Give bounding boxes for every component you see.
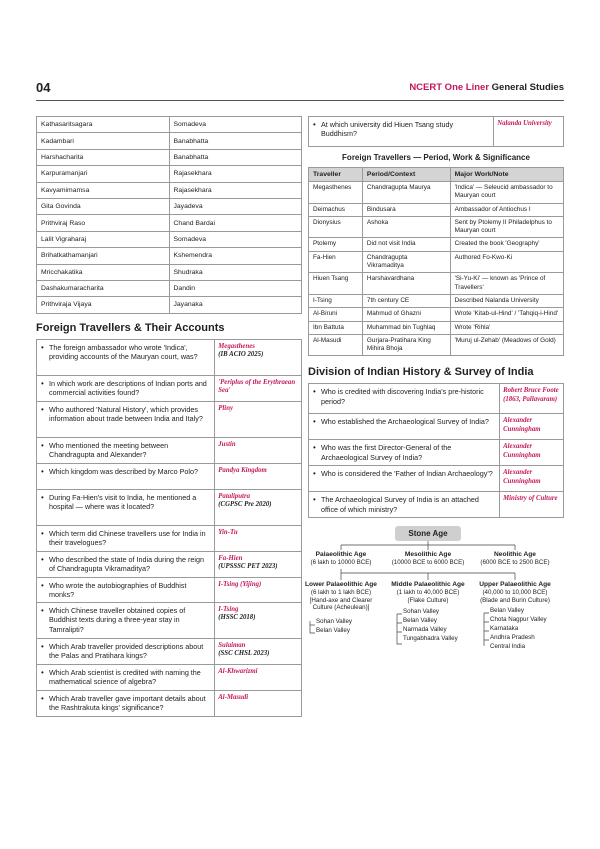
traveller-period: Bindusara [362, 203, 450, 216]
site-name: Belan Valley [403, 617, 437, 625]
traveller-period: Harshavardhana [362, 273, 450, 295]
answer [215, 437, 302, 463]
traveller-work: Described Nalanda University [450, 294, 563, 307]
question: • Who wrote the autobiographies of Buddhist monks? [37, 577, 215, 602]
answer: Ministry of Culture [500, 492, 564, 518]
sub-age-detail: (Blade and Burin Culture) [480, 596, 550, 604]
traveller-work: Wrote 'Kitab-ul-Hind' / 'Tahqiq-i-Hind' [450, 308, 563, 321]
answer-text: Sulaiman [218, 642, 246, 650]
work-title: Prithviraj Raso [37, 215, 170, 231]
header-rule [36, 100, 564, 101]
work-title: Gita Govinda [37, 198, 170, 214]
traveller-name: Al-Biruni [309, 308, 363, 321]
work-author: Chand Bardai [169, 215, 302, 231]
stone-age-diagram [305, 526, 564, 651]
traveller-work: Authored Fo-Kwo-Ki [450, 251, 563, 273]
question: • At which university did Hiuen Tsang study Buddhism? [309, 117, 494, 147]
age-range: (6000 BCE to 2500 BCE) [480, 559, 550, 567]
exam-reference: (IB ACIO 2025) [218, 350, 264, 358]
table-row [309, 334, 564, 356]
site-name: Chota Nagpur Valley [490, 616, 547, 624]
work-title: Kathasaritsagara [37, 117, 170, 133]
qa-row [37, 525, 302, 551]
question: • Which Chinese traveller obtained copies of Buddhist texts during a three-year stay in Tamralipti? [37, 603, 215, 639]
answer-text: Pataliputra [218, 492, 250, 500]
foreign-travellers-qa-table [36, 339, 302, 717]
site-name: Tungabhadra Valley [403, 635, 458, 643]
table-row [309, 251, 564, 273]
column-header: Traveller [309, 168, 363, 182]
work-title: Dashakumaracharita [37, 280, 170, 296]
work-author: Kshemendra [169, 248, 302, 264]
qa-row [37, 577, 302, 602]
answer-text: 'Periplus of the Erythraean Sea' [218, 378, 296, 394]
answer [215, 339, 302, 375]
table-row [309, 182, 564, 204]
traveller-work: Created the book 'Geography' [450, 238, 563, 251]
brand-sub: General Studies [491, 82, 564, 93]
site-name: Narmada Valley [403, 626, 447, 634]
table-row [309, 273, 564, 295]
qa-row [309, 492, 564, 518]
qa-row [309, 117, 564, 147]
site-name: Andhra Pradesh [490, 634, 535, 642]
traveller-period: Gurjara-Pratihara King Mihira Bhoja [362, 334, 450, 356]
traveller-work: Wrote 'Rihla' [450, 321, 563, 334]
sub-age-detail: [Hand-axe and Clearer [309, 596, 373, 604]
work-title: Kavyamimamsa [37, 182, 170, 198]
page-number: 04 [36, 80, 51, 95]
age-range: (6 lakh to 10000 BCE) [310, 559, 372, 567]
foreign-section-title: Foreign Travellers & Their Accounts [36, 321, 225, 334]
answer [215, 375, 302, 401]
traveller-work: Sent by Ptolemy II Philadelphus to Mauryan court [450, 216, 563, 238]
qa-row [37, 603, 302, 639]
qa-row [37, 437, 302, 463]
site-name: Belan Valley [490, 607, 524, 615]
work-author: Rajasekhara [169, 182, 302, 198]
answer: Alexander Cunningham [500, 466, 564, 492]
table-row [37, 149, 302, 165]
exam-reference: (UPSSSC PET 2023) [218, 562, 278, 570]
work-author: Banabhatta [169, 149, 302, 165]
qa-row [37, 489, 302, 525]
answer-text: I-Tsing (Yijing) [218, 580, 262, 588]
traveller-work: 'Indica' — Seleucid ambassador to Mauryan court [450, 182, 563, 204]
question: • Who is considered the 'Father of Indian Archaeology'? [309, 466, 500, 492]
answer-text: Megasthenes [218, 342, 255, 350]
work-title: Mricchakatika [37, 264, 170, 280]
answer-text: Justin [218, 440, 236, 448]
table-row [37, 133, 302, 149]
qa-row [309, 466, 564, 492]
qa-row [37, 401, 302, 437]
brand-main: NCERT One Liner [409, 82, 490, 93]
work-title: Prithviraja Vijaya [37, 297, 170, 313]
site-name: Sohan Valley [316, 618, 353, 626]
right-column [305, 116, 564, 651]
traveller-name: Al-Masudi [309, 334, 363, 356]
answer [215, 489, 302, 525]
table-row [309, 203, 564, 216]
qa-row [309, 414, 564, 440]
traveller-work: Ambassador of Antiochus I [450, 203, 563, 216]
age-range: (10000 BCE to 6000 BCE) [391, 559, 465, 567]
answer [215, 691, 302, 717]
traveller-work: 'Muruj ul-Zehab' (Meadows of Gold) [450, 334, 563, 356]
sub-age-name: Upper Palaeolithic Age [479, 581, 551, 589]
table-row [309, 216, 564, 238]
work-title: Lalit Vigraharaj [37, 231, 170, 247]
question: • Who mentioned the meeting between Chandragupta and Alexander? [37, 437, 215, 463]
work-author: Somadeva [169, 231, 302, 247]
answer-text: Yin-Tu [218, 528, 238, 536]
work-title: Karpuramanjari [37, 166, 170, 182]
question: • Which term did Chinese travellers use for India in their travelogues? [37, 525, 215, 551]
table-row [37, 117, 302, 133]
work-author: Dandin [169, 280, 302, 296]
table-row [309, 321, 564, 334]
answer [215, 639, 302, 665]
left-column [36, 116, 302, 717]
traveller-period: Mahmud of Ghazni [362, 308, 450, 321]
sub-age-name: Lower Palaeolithic Age [305, 581, 377, 589]
table-row [37, 264, 302, 280]
table-row [37, 215, 302, 231]
answer: Nalanda University [494, 117, 564, 147]
exam-reference: (SSC CHSL 2023) [218, 650, 270, 658]
age-name: Neolithic Age [494, 551, 536, 559]
column-header: Period/Context [362, 168, 450, 182]
answer-text: Fa-Hien [218, 554, 243, 562]
table-row [37, 280, 302, 296]
question: • Which Arab traveller gave important details about the Rashtrakuta kings' significance? [37, 691, 215, 717]
age-name: Mesolithic Age [404, 551, 452, 559]
sub-age-name: Middle Palaeolithic Age [391, 581, 465, 589]
traveller-name: Fa-Hien [309, 251, 363, 273]
traveller-period: Muhammad bin Tughlaq [362, 321, 450, 334]
exam-reference: (CGPSC Pre 2020) [218, 500, 272, 508]
answer-text: I-Tsing [218, 606, 239, 614]
question: • Which Arab scientist is credited with naming the mathematical science of algebra? [37, 665, 215, 691]
question: • Who is credited with discovering India's pre-historic period? [309, 384, 500, 414]
literary-works-table [36, 116, 302, 314]
answer [215, 463, 302, 489]
travellers-table [308, 167, 564, 356]
question: • Who established the Archaeological Survey of India? [309, 414, 500, 440]
age-name: Palaeolithic Age [315, 551, 367, 559]
stone-age-badge: Stone Age [395, 526, 461, 541]
sub-age-detail: (Flake Culture) [407, 596, 449, 604]
table-row [37, 248, 302, 264]
traveller-period: Chandragupta Maurya [362, 182, 450, 204]
question: • Who authored 'Natural History', which provides information about trade between India and Italy? [37, 401, 215, 437]
traveller-period: Did not visit India [362, 238, 450, 251]
table-row [37, 231, 302, 247]
qa-row [37, 665, 302, 691]
answer [215, 525, 302, 551]
question: • Who described the state of India during the reign of Chandragupta Vikramaditya? [37, 551, 215, 577]
qa-row [309, 384, 564, 414]
traveller-period: Ashoka [362, 216, 450, 238]
question: • In which work are descriptions of Indian ports and commercial activities found? [37, 375, 215, 401]
work-author: Jayanaka [169, 297, 302, 313]
traveller-name: Dionysius [309, 216, 363, 238]
brand [409, 82, 564, 93]
column-header: Major Work/Note [450, 168, 563, 182]
answer: Robert Bruce Foote (1863, Pallavaram) [500, 384, 564, 414]
traveller-name: Ptolemy [309, 238, 363, 251]
site-name: Belan Valley [316, 627, 350, 635]
question: • The foreign ambassador who wrote 'Indica', providing accounts of the Mauryan court, was? [37, 339, 215, 375]
table-row [309, 238, 564, 251]
exam-reference: (HSSC 2018) [218, 614, 256, 622]
work-author: Rajasekhara [169, 166, 302, 182]
traveller-period: Chandragupta Vikramaditya [362, 251, 450, 273]
question: • Which kingdom was described by Marco Polo? [37, 463, 215, 489]
work-author: Banabhatta [169, 133, 302, 149]
traveller-work: 'Si-Yu-Ki' — known as 'Prince of Travellers' [450, 273, 563, 295]
question: • Who was the first Director-General of the Archaeological Survey of India? [309, 440, 500, 466]
table-row [37, 297, 302, 313]
traveller-period: 7th century CE [362, 294, 450, 307]
answer-text: Pliny [218, 404, 233, 412]
table-row [37, 198, 302, 214]
traveller-name: I-Tsing [309, 294, 363, 307]
nalanda-qa-table [308, 116, 564, 147]
answer [215, 577, 302, 602]
answer [215, 401, 302, 437]
sub-age-detail: (1 lakh to 40,000 BCE) [396, 589, 460, 597]
work-author: Shudraka [169, 264, 302, 280]
table-row [309, 294, 564, 307]
traveller-name: Megasthenes [309, 182, 363, 204]
answer: Alexander Cunningham [500, 414, 564, 440]
traveller-name: Deimachus [309, 203, 363, 216]
qa-row [37, 463, 302, 489]
traveller-name: Ibn Battuta [309, 321, 363, 334]
qa-row [37, 339, 302, 375]
table-header-row [309, 168, 564, 182]
sub-age-detail: Culture (Acheulean)] [312, 604, 370, 612]
division-qa-table [308, 383, 564, 518]
table-row [37, 182, 302, 198]
answer [215, 665, 302, 691]
sub-age-detail: (6 lakh to 1 lakh BCE) [310, 589, 372, 597]
work-title: Kadambari [37, 133, 170, 149]
traveller-name: Hiuen Tsang [309, 273, 363, 295]
answer [215, 603, 302, 639]
question: • Which Arab traveller provided descriptions about the Palas and Pratihara kings? [37, 639, 215, 665]
table-row [309, 308, 564, 321]
qa-row [37, 639, 302, 665]
division-section-title: Division of Indian History & Survey of India [308, 366, 534, 379]
qa-row [37, 691, 302, 717]
answer-text: Pandya Kingdom [218, 466, 267, 474]
work-title: Brihatkathamanjari [37, 248, 170, 264]
answer-text: Al-Masudi [218, 694, 249, 702]
answer-text: Al-Khwarizmi [218, 668, 258, 676]
page-header [36, 80, 564, 100]
work-title: Harshacharita [37, 149, 170, 165]
site-name: Central India [490, 643, 526, 651]
work-author: Somadeva [169, 117, 302, 133]
qa-row [37, 375, 302, 401]
sub-age-detail: (40,000 to 10,000 BCE) [482, 589, 548, 597]
work-author: Jayadeva [169, 198, 302, 214]
qa-row [37, 551, 302, 577]
travellers-table-title: Foreign Travellers — Period, Work & Significance [342, 153, 530, 162]
answer: Alexander Cunningham [500, 440, 564, 466]
site-name: Karnataka [490, 625, 519, 633]
site-name: Sohan Valley [403, 608, 440, 616]
qa-row [309, 440, 564, 466]
question: • During Fa-Hien's visit to India, he mentioned a hospital — where was it located? [37, 489, 215, 525]
answer [215, 551, 302, 577]
question: • The Archaeological Survey of India is an attached office of which ministry? [309, 492, 500, 518]
table-row [37, 166, 302, 182]
